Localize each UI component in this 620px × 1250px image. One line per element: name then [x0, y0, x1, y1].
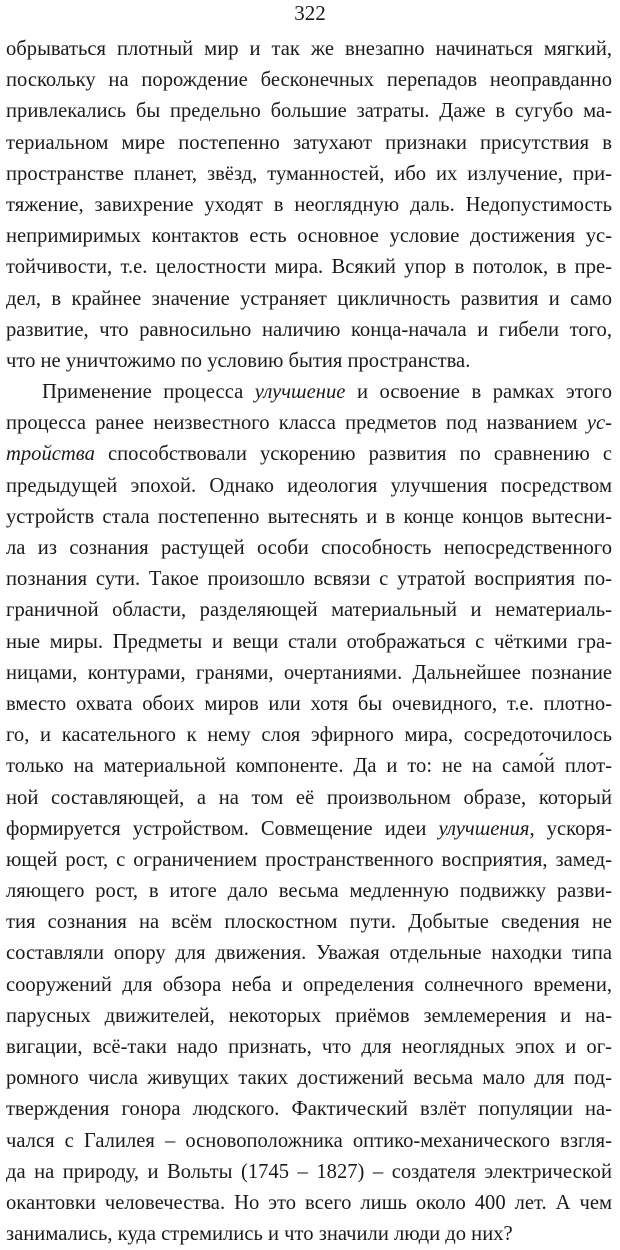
- text-line: [6, 907, 612, 938]
- text-segment: занимались, куда стремились и что значили люди до них?: [6, 1223, 513, 1246]
- text-line: [6, 315, 612, 346]
- text-line: [6, 1188, 612, 1219]
- text-line: [6, 970, 612, 1001]
- text-segment: окантовки человечества. Но это всего лишь около 400 лет. А чем: [6, 1191, 612, 1214]
- body-text: [6, 34, 612, 1250]
- text-line: [6, 159, 612, 190]
- text-segment: ромного числа живущих таких достижений весьма мало для под-: [6, 1067, 612, 1090]
- text-segment: вместо охвата обоих миров или хотя бы очевидного, т.е. плотно-: [6, 692, 612, 715]
- text-segment: предыдущей эпохой. Однако идеология улучшения посредством: [6, 474, 612, 497]
- text-segment: териальном мире постепенно затухают признаки присутствия в: [6, 131, 612, 154]
- text-segment: формируется устройством. Совмещение идеи: [6, 817, 439, 840]
- text-segment: дел, в крайнее значение устраняет цикличность развития и само: [6, 287, 612, 310]
- page-number: 322: [294, 1, 326, 25]
- text-segment: составляли опору для движения. Уважая отдельные находки типа: [6, 942, 612, 965]
- text-segment: что не уничтожимо по условию бытия пространства.: [6, 349, 471, 372]
- text-line: [6, 1157, 612, 1188]
- text-line: [6, 34, 612, 65]
- text-line: [6, 938, 612, 969]
- italic-term: ус-: [586, 412, 612, 435]
- text-line: [6, 190, 612, 221]
- text-segment: ла из сознания растущей особи способность непосредственного: [6, 537, 612, 559]
- text-line: [6, 627, 612, 658]
- text-segment: парусных движителей, некоторых приёмов землемерения и на-: [6, 1004, 612, 1027]
- text-segment: да на природу, и Вольты (1745 – 1827) – создателя электрической: [6, 1160, 612, 1183]
- text-line: [6, 1219, 612, 1250]
- text-segment: только на материальной компоненте. Да и то: не на само́й плот-: [6, 755, 612, 778]
- text-segment: устройств стала постепенно вытеснять и в конце концов вытесни-: [6, 505, 612, 528]
- text-line: [6, 252, 612, 283]
- text-line: [6, 439, 612, 470]
- italic-term: улучшения: [438, 817, 530, 840]
- text-line: [6, 284, 612, 315]
- text-line: [6, 751, 612, 782]
- text-line: [6, 689, 612, 720]
- italic-term: тройства: [6, 443, 95, 466]
- text-line: [6, 595, 612, 626]
- text-segment: и освоение в рамках этого: [345, 381, 612, 404]
- text-segment: пространстве планет, звёзд, туманностей, ибо их излучение, при-: [6, 162, 612, 185]
- text-line: [6, 471, 612, 502]
- text-line: [6, 1032, 612, 1063]
- text-segment: тия сознания на всём плоскостном пути. Добытые сведения не: [6, 911, 612, 934]
- text-line: [6, 814, 612, 845]
- text-line: [6, 96, 612, 127]
- text-line: [6, 533, 612, 564]
- text-segment: процесса ранее неизвестного класса предметов под названием: [6, 412, 587, 435]
- text-line: [6, 876, 612, 907]
- text-segment: обрываться плотный мир и так же внезапно начинаться мягкий,: [6, 38, 612, 60]
- text-line: [6, 783, 612, 814]
- text-segment: поскольку на порождение бесконечных перепадов неоправданно: [6, 69, 612, 92]
- text-line: [6, 346, 612, 377]
- text-line: [6, 1063, 612, 1094]
- text-line: [6, 658, 612, 689]
- text-line: [6, 377, 612, 408]
- text-line: [6, 128, 612, 159]
- text-segment: тяжение, завихрение уходят в неоглядную даль. Недопустимость: [6, 193, 612, 216]
- text-segment: познания сути. Такое произошло всвязи с утратой восприятия по-: [6, 568, 612, 591]
- text-line: [6, 845, 612, 876]
- text-segment: привлекались бы предельно большие затраты. Даже в сугубо ма-: [6, 100, 612, 123]
- text-line: [6, 720, 612, 751]
- text-line: [6, 65, 612, 96]
- text-segment: ляющего рост, в итоге дало весьма медленную подвижку разви-: [6, 880, 612, 903]
- text-line: [6, 1001, 612, 1032]
- text-line: [6, 564, 612, 595]
- text-segment: тверждения гонора людского. Фактический взлёт популяции на-: [6, 1098, 612, 1121]
- text-line: [6, 408, 612, 439]
- text-line: [6, 502, 612, 533]
- text-segment: ной составляющей, а на том её произвольном образе, который: [6, 786, 612, 809]
- text-segment: граничной области, разделяющей материальный и нематериаль-: [6, 599, 612, 622]
- text-line: [6, 221, 612, 252]
- text-segment: способствовали ускорению развития по сравнению с: [94, 443, 612, 466]
- text-segment: вигации, всё-таки надо признать, что для неоглядных эпох и ог-: [6, 1036, 612, 1058]
- text-segment: тойчивости, т.е. целостности мира. Всякий упор в потолок, в пре-: [6, 256, 612, 279]
- text-segment: сооружений для обзора неба и определения солнечного времени,: [6, 973, 612, 996]
- text-segment: ющей рост, с ограничением пространственного восприятия, замед-: [6, 848, 612, 871]
- text-line: [6, 1126, 612, 1157]
- text-segment: непримиримых контактов есть основное условие достижения ус-: [6, 225, 612, 248]
- text-segment: ные миры. Предметы и вещи стали отображаться с чёткими гра-: [6, 630, 612, 653]
- text-segment: ницами, контурами, гранями, очертаниями. Дальнейшее познание: [6, 661, 612, 684]
- text-segment: чался с Галилея – основоположника оптико-механического взгля-: [6, 1129, 612, 1152]
- text-segment: развитие, что равносильно наличию конца-начала и гибели того,: [6, 318, 612, 341]
- text-segment: го, и касательного к нему слоя эфирного мира, сосредоточилось: [6, 724, 612, 747]
- text-line: [6, 1094, 612, 1125]
- text-segment: Применение процесса: [42, 381, 255, 404]
- italic-term: улучшение: [254, 381, 346, 404]
- text-segment: , ускоря-: [529, 817, 612, 840]
